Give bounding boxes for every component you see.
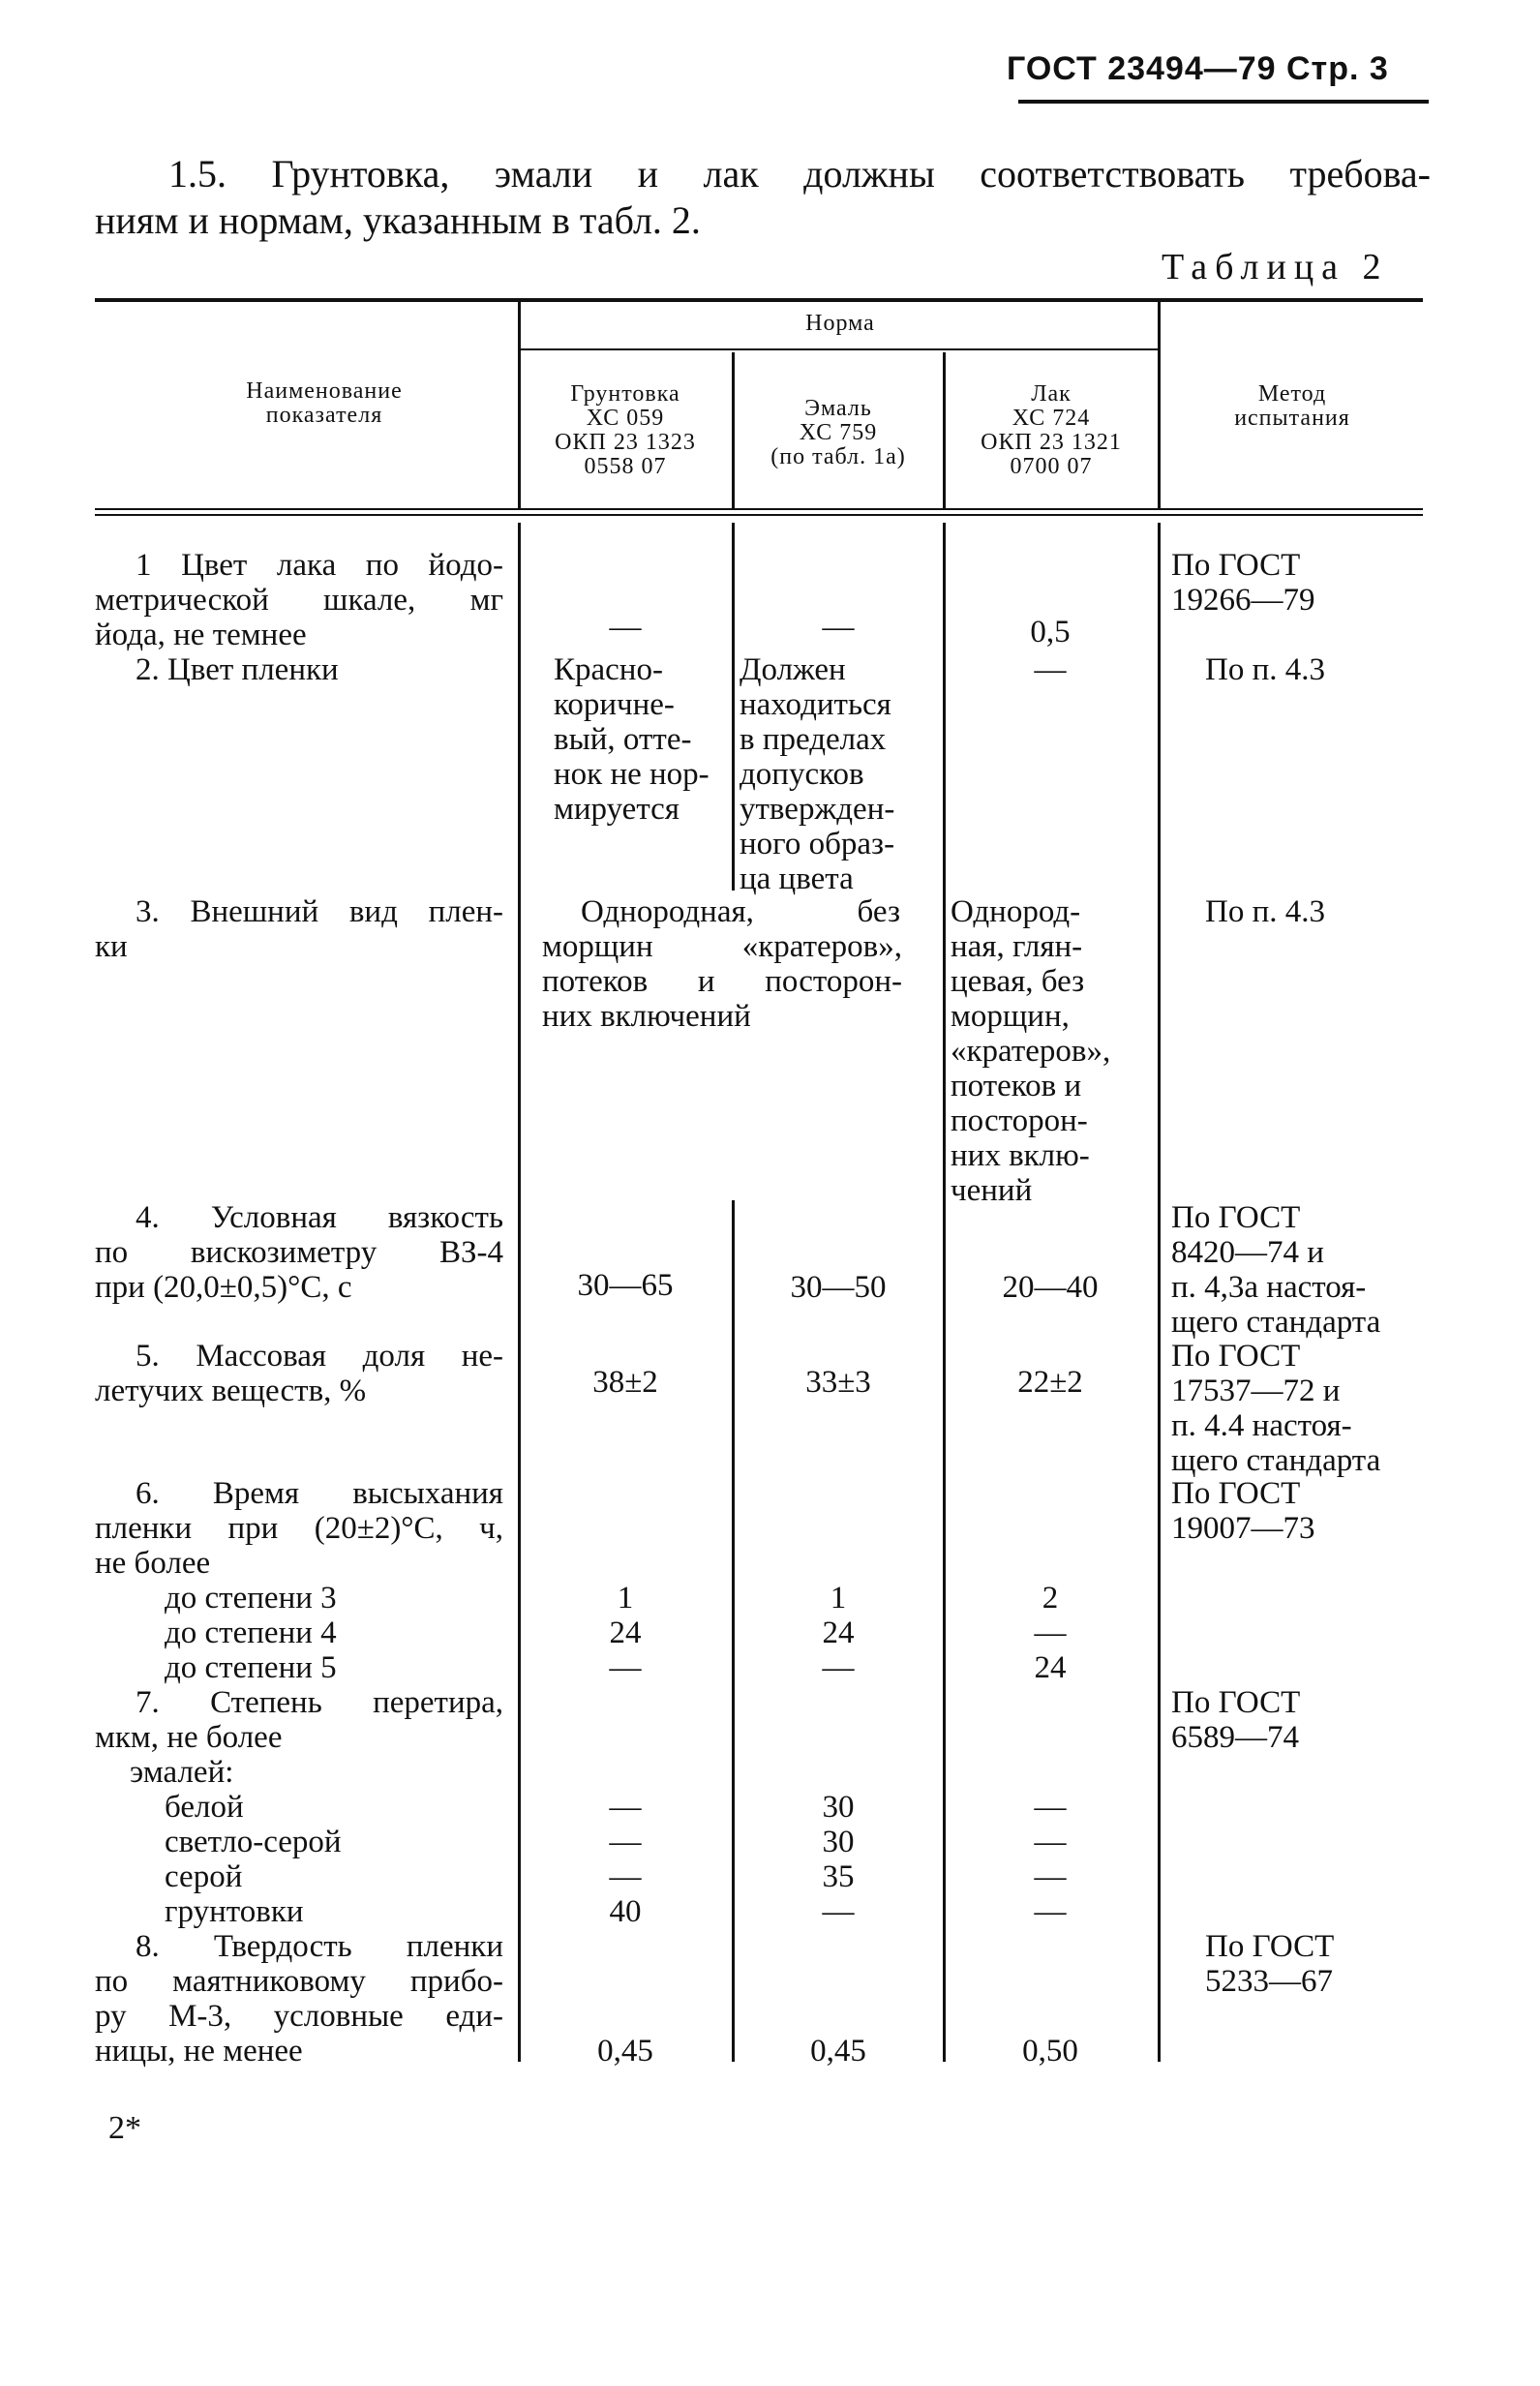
row1-name-l1: 1 Цвет лака по йодо-: [136, 548, 503, 583]
row6-sub3-lacquer: 24: [1034, 1650, 1067, 1685]
row8-enamel: 0,45: [810, 2034, 866, 2069]
row5-method: По ГОСТ 17537—72 и п. 4.4 настоя- щего стандарта: [1171, 1339, 1381, 1478]
row8-name-l4: ницы, не менее: [95, 2034, 303, 2069]
row3-shared-l1: Однородная, без: [581, 894, 900, 929]
row4-name-l1: 4. Условная вязкость: [136, 1200, 503, 1235]
row7-sub4-enamel: —: [822, 1894, 855, 1929]
intro-line-1: 1.5. Грунтовка, эмали и лак должны соответствовать требова-: [168, 152, 1431, 196]
header-name: Наименование показателя: [246, 378, 403, 428]
row6-sub2-lacquer: —: [1034, 1616, 1067, 1650]
row2-enamel: Должен находиться в пределах допусков утвержден- ного образ- ца цвета: [740, 652, 895, 896]
row6-sub1-lacquer: 2: [1042, 1581, 1059, 1616]
row6-method: По ГОСТ 19007—73: [1171, 1476, 1315, 1546]
row6-name-l2: пленки при (20±2)°С, ч,: [95, 1511, 503, 1546]
row7-sub1-primer: —: [609, 1790, 642, 1825]
row5-enamel: 33±3: [805, 1365, 871, 1400]
header-norm: Норма: [805, 311, 875, 336]
row7-sub2-label: светло-серой: [165, 1825, 342, 1859]
row7-sub2-enamel: 30: [822, 1825, 855, 1859]
row1-primer: —: [609, 610, 642, 645]
row2-method: По п. 4.3: [1205, 652, 1325, 687]
row5-name-l2: летучих веществ, %: [95, 1374, 367, 1408]
row7-sub1-label: белой: [165, 1790, 244, 1825]
row8-lacquer: 0,50: [1022, 2034, 1078, 2069]
row8-method: По ГОСТ 5233—67: [1205, 1929, 1335, 1999]
row1-enamel: —: [822, 610, 855, 645]
row4-method: По ГОСТ 8420—74 и п. 4,3а настоя- щего стандарта: [1171, 1200, 1381, 1340]
row3-method: По п. 4.3: [1205, 894, 1325, 929]
header-method: Метод испытания: [1234, 381, 1350, 431]
row8-name-l1: 8. Твердость пленки: [136, 1929, 503, 1964]
header-enamel: Эмаль ХС 759 (по табл. 1а): [770, 396, 906, 469]
header-bottom-rule-2: [95, 514, 1423, 516]
table-top-rule: [95, 298, 1423, 302]
row4-lacquer: 20—40: [1002, 1270, 1099, 1305]
row8-name-l2: по маятниковому прибо-: [95, 1964, 503, 1999]
row2-lacquer: —: [1034, 652, 1067, 687]
row2-primer: Красно- коричне- вый, отте- нок не нор- мируется: [554, 652, 710, 827]
intro-line-2: ниям и нормам, указанным в табл. 2.: [95, 198, 701, 242]
row6-sub3-primer: —: [609, 1650, 642, 1685]
col-divider-3: [943, 352, 946, 508]
row7-sub3-lacquer: —: [1034, 1859, 1067, 1894]
row4-primer: 30—65: [577, 1268, 674, 1303]
row7-name-l1: 7. Степень перетира,: [136, 1685, 503, 1720]
row6-sub1-primer: 1: [617, 1581, 634, 1616]
row3-name-l2: ки: [95, 929, 128, 964]
body-divider-2a: [732, 523, 735, 891]
row3-lacquer: Однород- ная, глян- цевая, без морщин, «кратеров», потеков и посторон- них вклю- чений: [951, 894, 1111, 1208]
row8-primer: 0,45: [597, 2034, 653, 2069]
norm-underline: [521, 348, 1160, 350]
row7-sub2-lacquer: —: [1034, 1825, 1067, 1859]
header-primer: Грунтовка ХС 059 ОКП 23 1323 0558 07: [555, 381, 696, 479]
row1-name-l2: метрической шкале, мг: [95, 583, 503, 618]
row6-sub3-enamel: —: [822, 1650, 855, 1685]
row7-sub1-lacquer: —: [1034, 1790, 1067, 1825]
row5-lacquer: 22±2: [1017, 1365, 1083, 1400]
row7-label2: эмалей:: [130, 1755, 234, 1790]
row6-sub2-label: до степени 4: [165, 1616, 337, 1650]
row7-sub4-lacquer: —: [1034, 1894, 1067, 1929]
row6-sub2-primer: 24: [609, 1616, 642, 1650]
row2-name: 2. Цвет пленки: [136, 652, 339, 687]
row1-lacquer: 0,5: [1030, 615, 1071, 649]
header-bottom-rule-1: [95, 508, 1423, 510]
row5-name-l1: 5. Массовая доля не-: [136, 1339, 503, 1374]
row3-shared-l4: них включений: [542, 999, 751, 1034]
body-divider-4: [1158, 523, 1161, 2062]
row3-name-l1: 3. Внешний вид плен-: [136, 894, 503, 929]
row6-name-l3: не более: [95, 1546, 211, 1581]
page-header: ГОСТ 23494—79 Стр. 3: [1007, 50, 1389, 87]
row3-shared-l2: морщин «кратеров»,: [542, 929, 902, 964]
row7-sub4-primer: 40: [609, 1894, 642, 1929]
row5-primer: 38±2: [592, 1365, 658, 1400]
row4-enamel: 30—50: [790, 1270, 887, 1305]
row6-sub1-label: до степени 3: [165, 1581, 337, 1616]
row1-method: По ГОСТ 19266—79: [1171, 548, 1315, 618]
row7-method: По ГОСТ 6589—74: [1171, 1685, 1301, 1755]
col-divider-2: [732, 352, 735, 508]
row7-sub3-label: серой: [165, 1859, 243, 1894]
row4-name-l3: при (20,0±0,5)°С, с: [95, 1270, 352, 1305]
row6-sub1-enamel: 1: [830, 1581, 847, 1616]
row4-name-l2: по вискозиметру ВЗ-4: [95, 1235, 503, 1270]
row7-sub2-primer: —: [609, 1825, 642, 1859]
row6-sub3-label: до степени 5: [165, 1650, 337, 1685]
row6-sub2-enamel: 24: [822, 1616, 855, 1650]
row7-sub3-enamel: 35: [822, 1859, 855, 1894]
row7-sub3-primer: —: [609, 1859, 642, 1894]
header-lacquer: Лак ХС 724 ОКП 23 1321 0700 07: [981, 381, 1122, 479]
intro-paragraph: [95, 151, 1431, 244]
row7-sub4-label: грунтовки: [165, 1894, 304, 1929]
row8-name-l3: ру М-3, условные еди-: [95, 1999, 503, 2034]
header-rule: [1018, 100, 1429, 104]
row7-name-l2: мкм, не более: [95, 1720, 283, 1755]
page-footer-mark: 2*: [108, 2110, 141, 2146]
row3-shared-l3: потеков и посторон-: [542, 964, 902, 999]
table-caption: Таблица 2: [1162, 247, 1389, 287]
row7-sub1-enamel: 30: [822, 1790, 855, 1825]
row6-name-l1: 6. Время высыхания: [136, 1476, 503, 1511]
row1-name-l3: йода, не темнее: [95, 618, 307, 652]
